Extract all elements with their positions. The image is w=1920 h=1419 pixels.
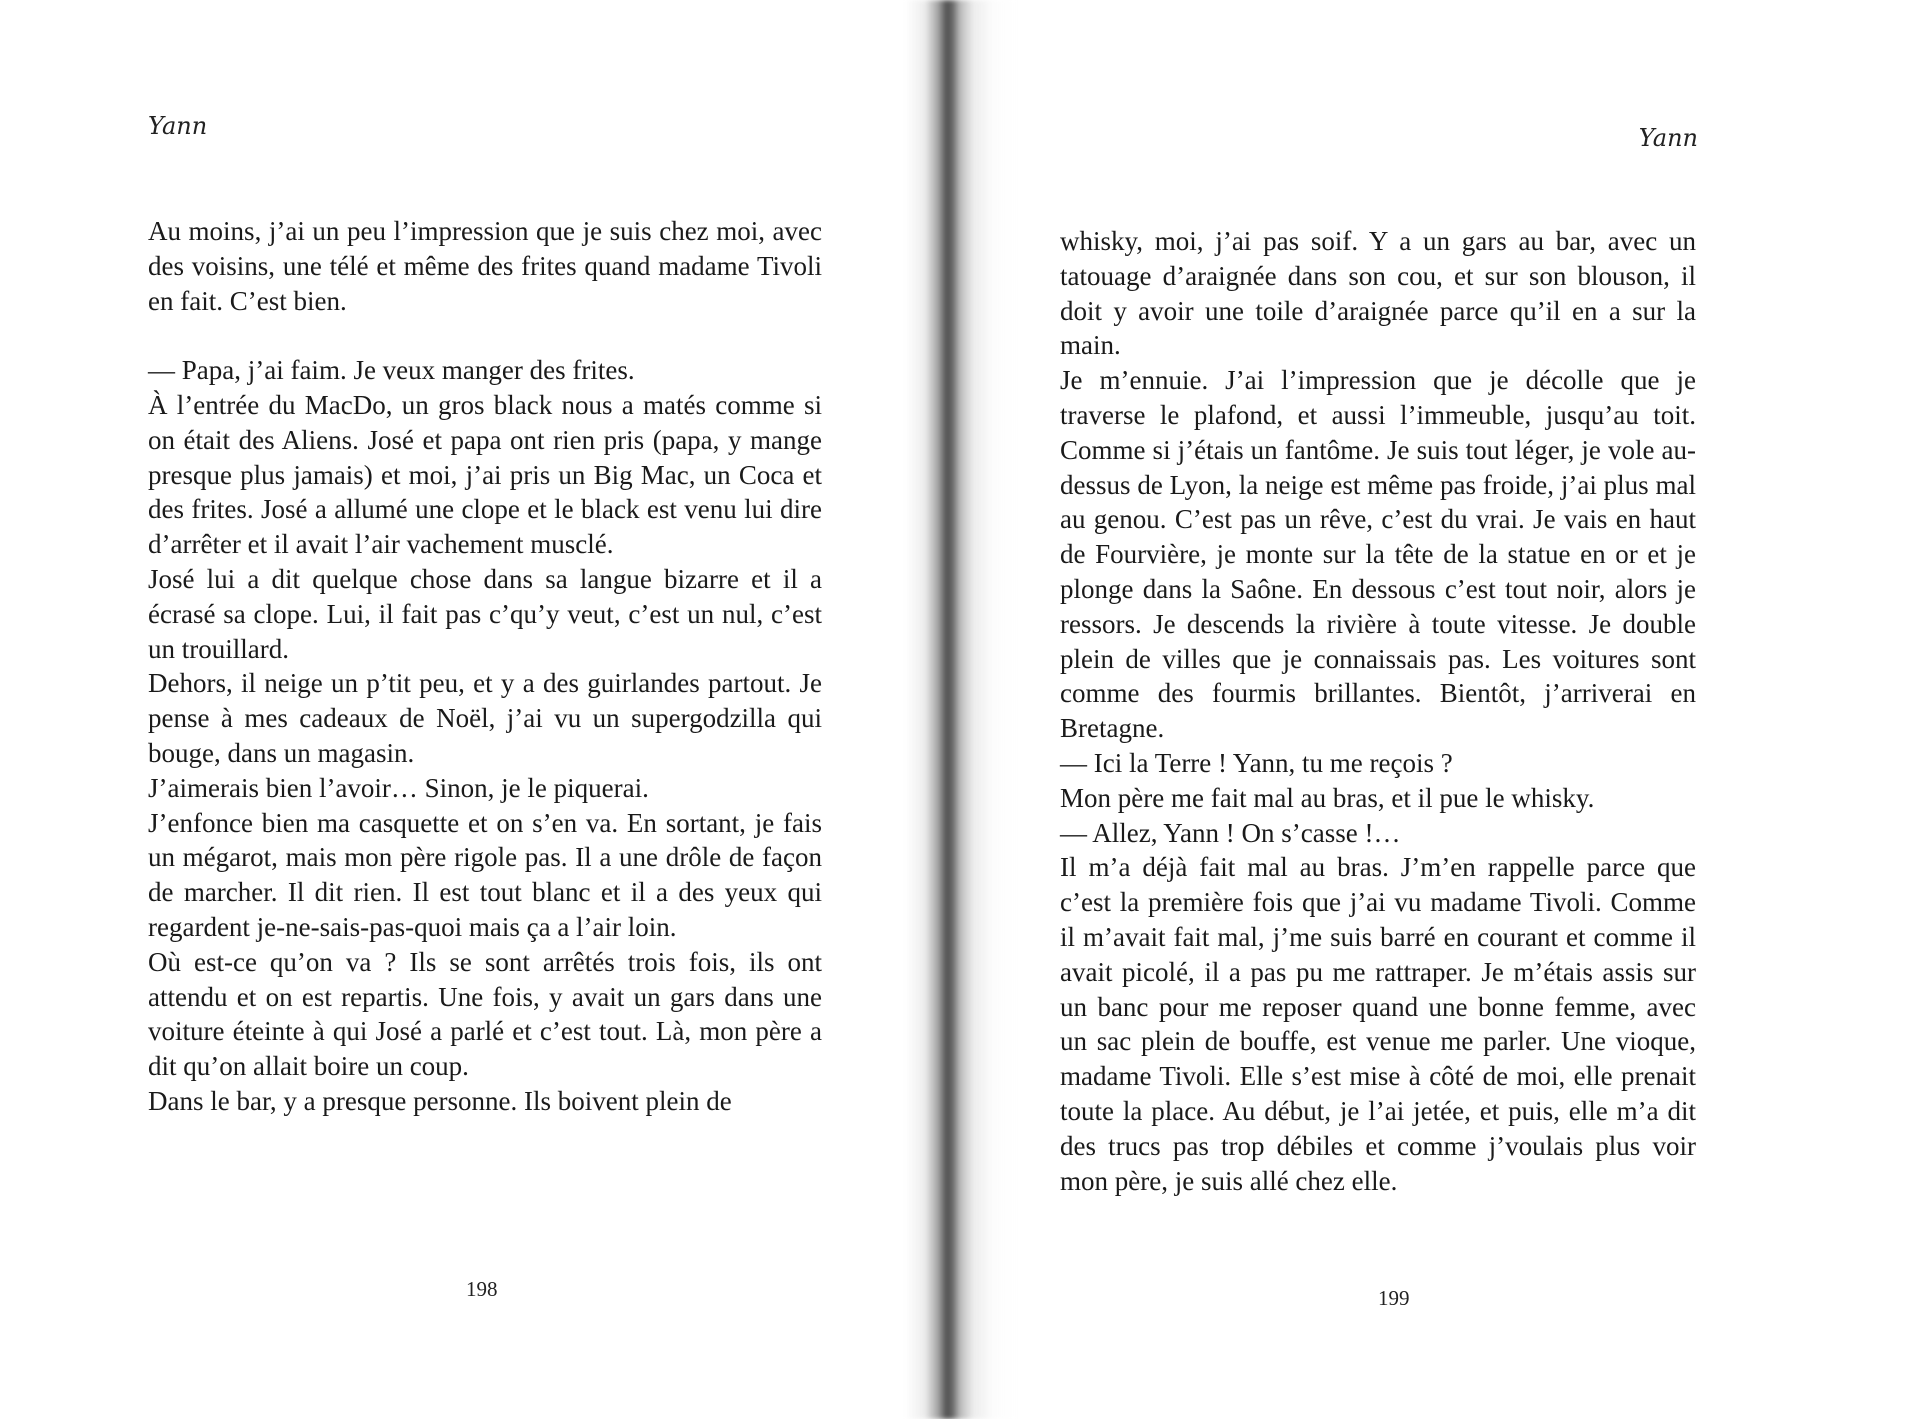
- paragraph: Où est-ce qu’on va ? Ils se sont arrêtés trois fois, ils ont attendu et on est repartis. Une fois, y avait un gars dans une voiture éteinte à qui José a parlé et c’est tout. Là, mon père a dit qu’on allait boire un coup.: [148, 946, 822, 1082]
- running-head-right: Yann: [1638, 124, 1698, 152]
- paragraph: J’enfonce bien ma casquette et on s’en va. En sortant, je fais un mégarot, mais mon père rigole pas. Il a une drôle de façon de marcher. Il dit rien. Il est tout blanc et il a des yeux qui regardent je-ne-sais-pas-quoi mais ça a l’air loin.: [148, 807, 822, 942]
- paragraph: — Allez, Yann ! On s’casse !…: [1060, 817, 1401, 848]
- book-gutter-shadow: [905, 0, 1015, 1419]
- page-number-right: 199: [1378, 1286, 1410, 1310]
- paragraph: Mon père me fait mal au bras, et il pue le whisky.: [1060, 782, 1595, 813]
- paragraph: José lui a dit quelque chose dans sa langue bizarre et il a écrasé sa clope. Lui, il fait pas c’qu’y veut, c’est un nul, c’est un trouillard.: [148, 563, 822, 664]
- left-page-body: [148, 214, 822, 1119]
- paragraph: whisky, moi, j’ai pas soif. Y a un gars au bar, avec un tatouage d’araignée dans son cou, et sur son blouson, il doit y avoir une toile d’araignée parce qu’il en a sur la main.: [1060, 226, 1696, 361]
- paragraph: À l’entrée du MacDo, un gros black nous a matés comme si on était des Aliens. José et papa ont rien pris (papa, y mange presque plus jamais) et moi, j’ai pris un Big Mac, un Coca et des frites. José a allumé une clope et le black est venu lui dire d’arrêter et il avait l’air vachement musclé.: [148, 389, 822, 560]
- paragraph: — Papa, j’ai faim. Je veux manger des frites.: [148, 355, 635, 386]
- paragraph: — Ici la Terre ! Yann, tu me reçois ?: [1060, 747, 1453, 778]
- paragraph: Il m’a déjà fait mal au bras. J’m’en rappelle parce que c’est la première fois que j’ai vu madame Tivoli. Comme il m’avait fait mal, j’me suis barré en courant et comme il avait picolé, il a pas pu me rattraper. Je m’étais assis sur un banc pour me reposer quand une bonne femme, avec un sac plein de bouffe, est venue me parler. Une vioque, madame Tivoli. Elle s’est mise à côté de moi, elle prenait toute la place. Au début, je l’ai jetée, et puis, elle m’a dit des trucs pas trop débiles et comme j’voulais plus voir mon père, je suis allé chez elle.: [1060, 852, 1696, 1196]
- paragraph: Je m’ennuie. J’ai l’impression que je décolle que je traverse le plafond, et aussi l’immeuble, jusqu’au toit. Comme si j’étais un fantôme. Je suis tout léger, je vole au-dessus de Lyon, la neige est même pas froide, j’ai plus mal au genou. C’est pas un rêve, c’est du vrai. Je vais en haut de Fourvière, je monte sur la tête de la statue en or et je plonge dans la Saône. En dessous c’est tout noir, alors je ressors. Je descends la rivière à toute vitesse. Je double plein de villes que je connaissais pas. Les voitures sont comme des fourmis brillantes. Bientôt, j’arriverai en Bretagne.: [1060, 365, 1696, 744]
- page-number-left: 198: [466, 1277, 498, 1301]
- paragraph: Dehors, il neige un p’tit peu, et y a des guirlandes partout. Je pense à mes cadeaux de Noël, j’ai vu un supergodzilla qui bouge, dans un magasin.: [148, 668, 822, 768]
- running-head-left: Yann: [148, 112, 208, 140]
- paragraph: J’aimerais bien l’avoir… Sinon, je le piquerai.: [148, 772, 649, 803]
- right-page-body: [1060, 224, 1696, 1198]
- right-page: [960, 0, 1920, 1419]
- paragraph: Au moins, j’ai un peu l’impression que je suis chez moi, avec des voisins, une télé et même des frites quand madame Tivoli en fait. C’est bien.: [148, 216, 822, 316]
- paragraph: Dans le bar, y a presque personne. Ils boivent plein de: [148, 1085, 732, 1116]
